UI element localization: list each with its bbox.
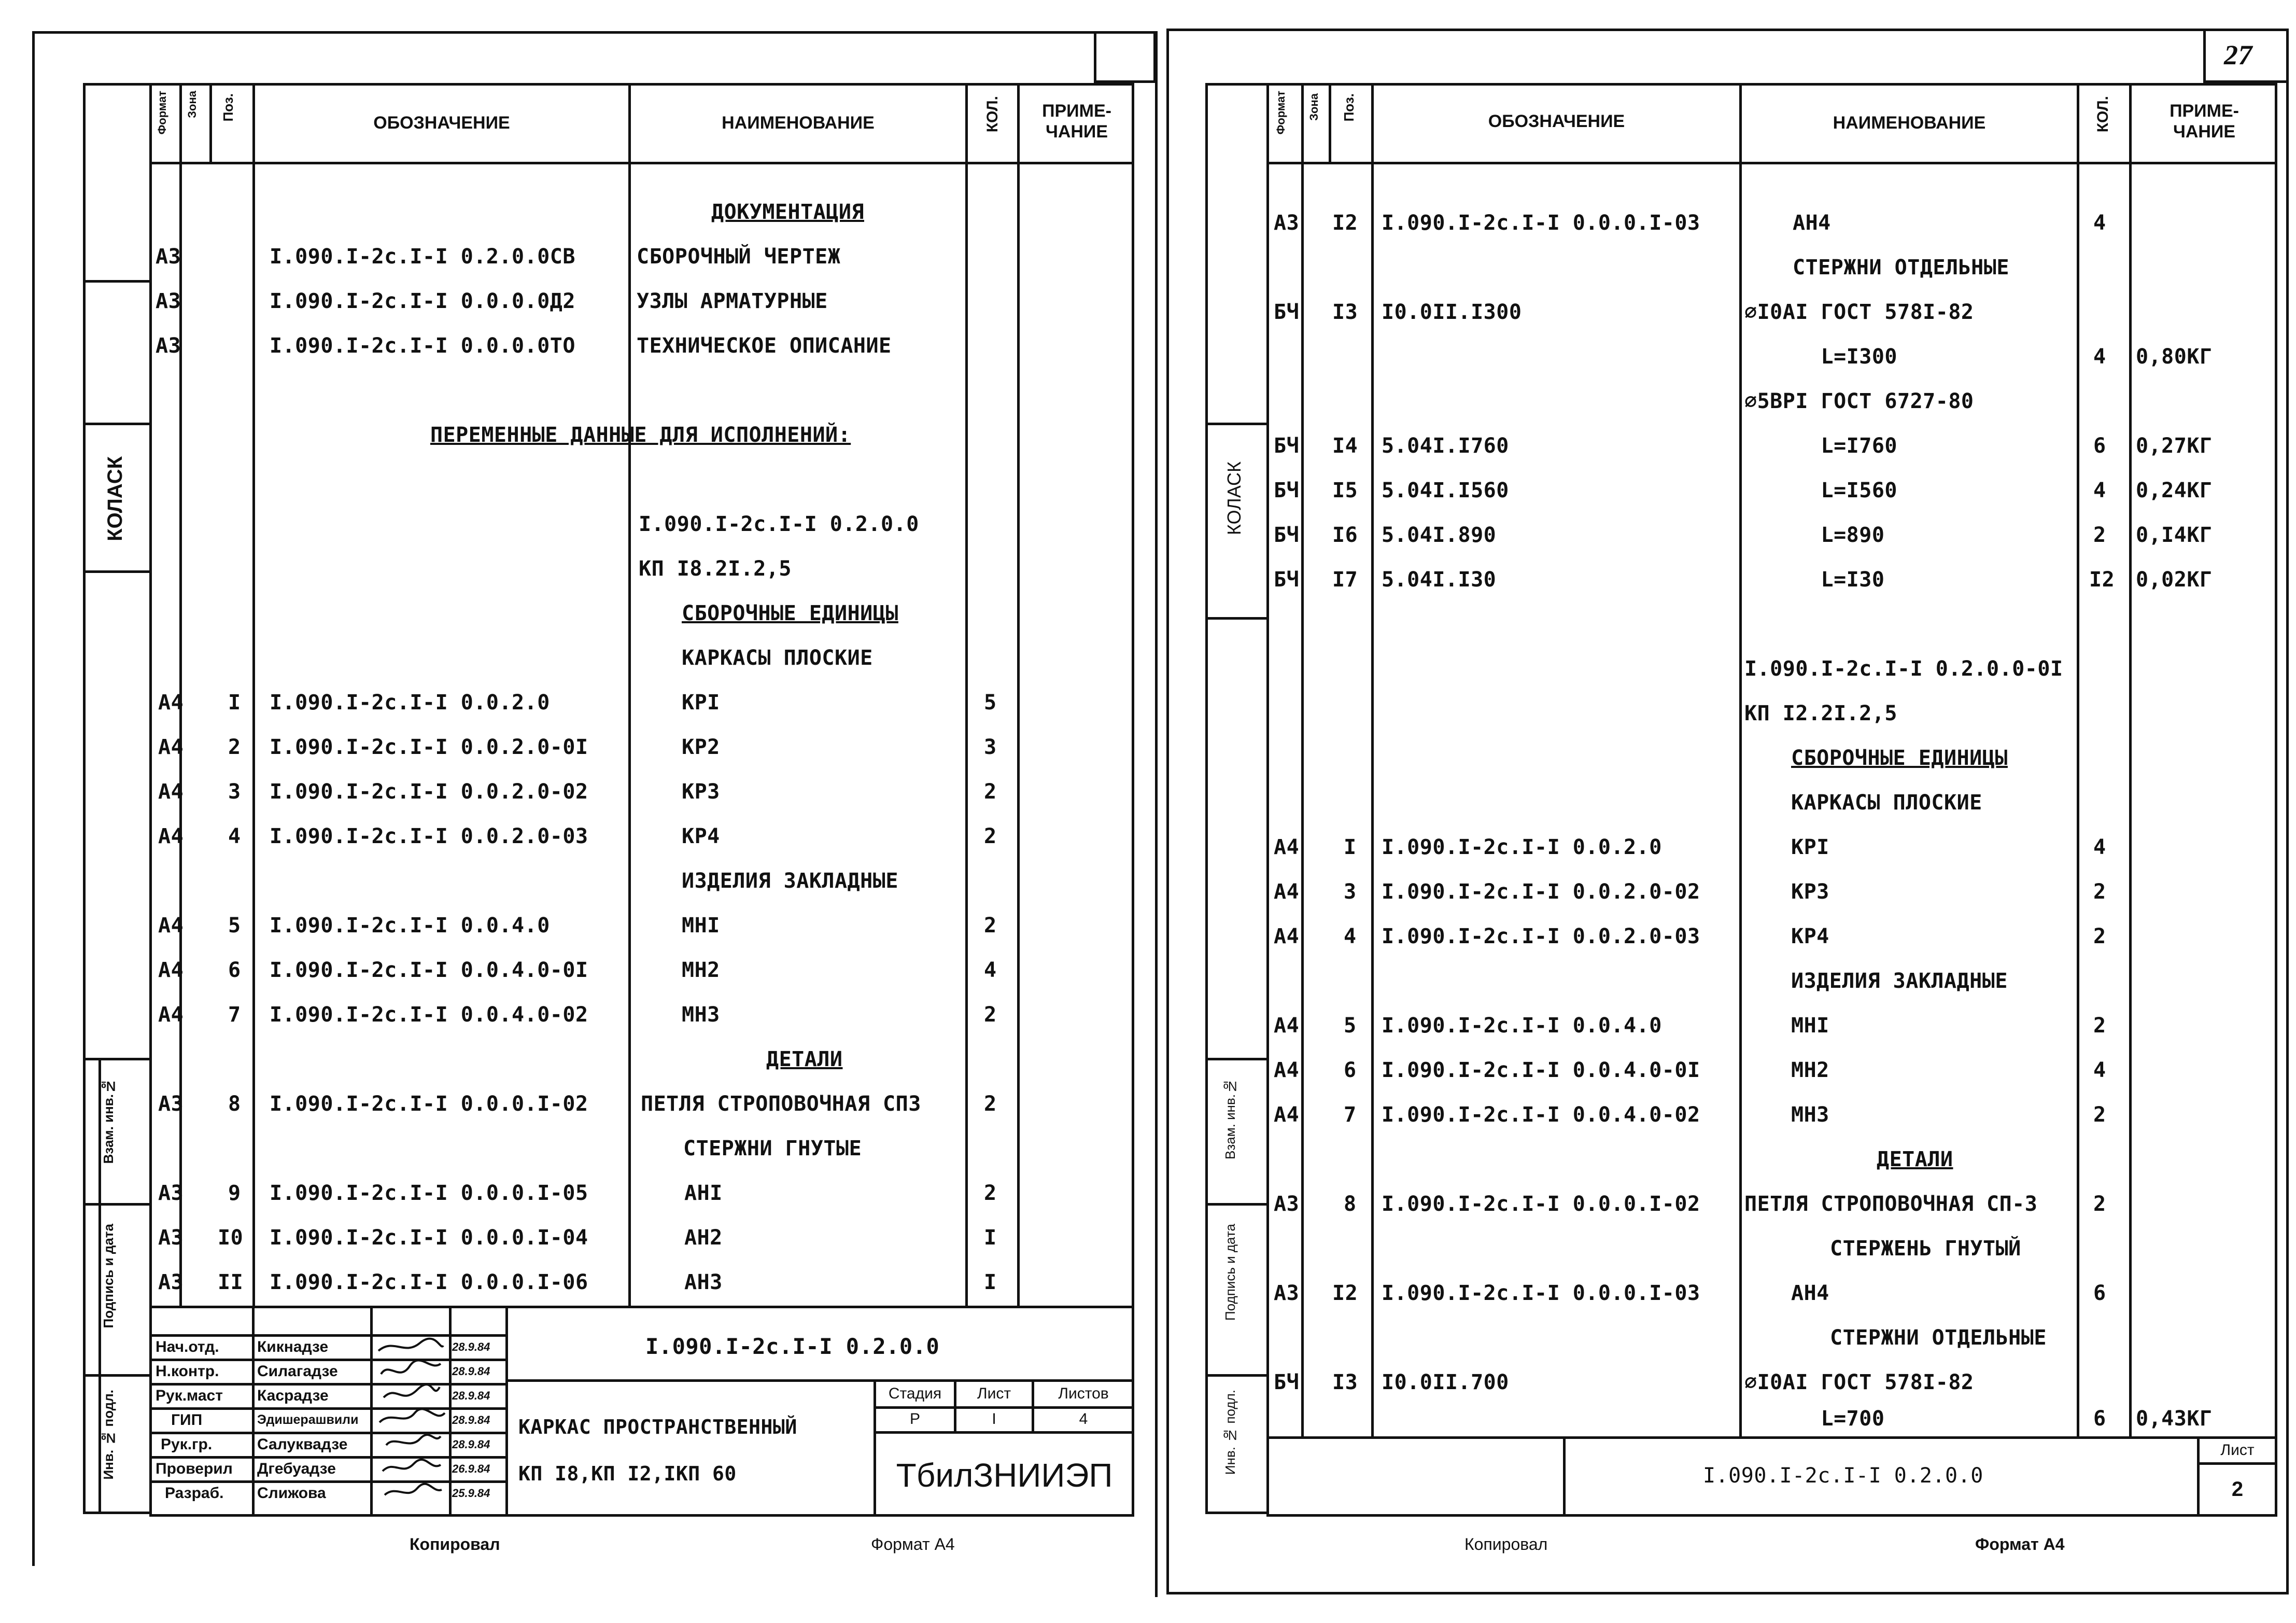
section-heading: СТЕРЖНИ ОТДЕЛЬНЫЕ xyxy=(1830,1326,2047,1350)
left-col-line-2 xyxy=(209,83,212,162)
cell-format: А4 xyxy=(1274,835,1300,859)
cell-pos: I7 xyxy=(1332,568,1358,592)
right-side-sign-date: Подпись и дата xyxy=(1222,1224,1238,1321)
cell-designation: I.090.I-2c.I-I 0.0.2.0 xyxy=(270,691,550,715)
cell-name: АНI xyxy=(684,1181,723,1205)
cell-format: А3 xyxy=(158,1181,184,1205)
cell-note: 0,43КГ xyxy=(2136,1407,2213,1431)
right-titleblock-top xyxy=(1266,1436,2277,1439)
tb-role: Разраб. xyxy=(165,1484,224,1502)
cell-name: АН4 xyxy=(1793,211,1831,235)
cell-name: ⌀I0АI ГОСТ 578I-82 xyxy=(1744,1370,1974,1394)
cell-format: А3 xyxy=(1274,211,1300,235)
cell-name: КР4 xyxy=(1791,925,1829,948)
right-hdr-zone: Зона xyxy=(1307,93,1320,121)
left-hdr-pos: Поз. xyxy=(220,93,236,122)
cell-qty: 4 xyxy=(2093,345,2106,369)
section-heading: ДЕТАЛИ xyxy=(766,1047,843,1071)
right-col-line-5 xyxy=(2077,83,2079,1436)
signature-scribble xyxy=(379,1409,445,1422)
tb-date: 25.9.84 xyxy=(452,1486,490,1500)
right-side-inv-orig: Инв. № подл. xyxy=(1222,1390,1238,1475)
left-margin-divider-3 xyxy=(83,570,150,573)
tb-role: Проверил xyxy=(156,1460,233,1477)
tb-stage-value: Р xyxy=(909,1410,920,1428)
left-hdr-name: НАИМЕНОВАНИЕ xyxy=(722,113,875,133)
left-col-line-3 xyxy=(252,83,255,1307)
signature-scribble xyxy=(378,1339,443,1351)
cell-format: А3 xyxy=(158,1092,184,1116)
cell-designation: I0.0II.I300 xyxy=(1382,300,1522,324)
cell-designation: I.090.I-2c.I-I 0.0.2.0-02 xyxy=(1382,880,1700,904)
cell-pos: I4 xyxy=(1332,434,1358,458)
cell-name: АН2 xyxy=(684,1226,723,1250)
cell-name: КР3 xyxy=(1791,880,1829,904)
cell-qty: 4 xyxy=(2093,479,2106,502)
left-margin-divider-1 xyxy=(83,280,150,283)
cell-qty: 2 xyxy=(2093,1103,2106,1127)
cell-format: А3 xyxy=(1274,1192,1300,1216)
variable-data-heading: ПЕРЕМЕННЫЕ ДАННЫЕ ДЛЯ ИСПОЛНЕНИЙ: xyxy=(430,423,851,447)
cell-format: БЧ xyxy=(1274,479,1300,502)
cell-designation: I.090.I-2c.I-I 0.0.0.I-03 xyxy=(1382,211,1700,235)
cell-name: КП I8.2I.2,5 xyxy=(639,557,792,581)
left-footer-format: Формат А4 xyxy=(871,1535,955,1554)
right-footer-copied: Копировал xyxy=(1464,1535,1548,1554)
cell-qty: 2 xyxy=(984,824,997,848)
tb-person: Касрадзе xyxy=(257,1387,329,1404)
cell-note: 0,I4КГ xyxy=(2136,523,2213,547)
tb-doc-code: I.090.I-2c.I-I 0.2.0.0 xyxy=(645,1333,940,1359)
cell-format: А3 xyxy=(156,245,181,269)
right-footer-format: Формат А4 xyxy=(1975,1535,2065,1554)
cell-pos: 7 xyxy=(228,1003,241,1027)
section-heading: СТЕРЖНИ ГНУТЫЕ xyxy=(683,1137,862,1160)
cell-format: А4 xyxy=(158,691,184,715)
cell-designation: I.090.I-2c.I-I 0.0.0.I-02 xyxy=(1382,1192,1700,1216)
left-outer-top xyxy=(32,31,1157,34)
cell-format: БЧ xyxy=(1274,568,1300,592)
cell-designation: I.090.I-2c.I-I 0.0.0.I-05 xyxy=(270,1181,588,1205)
right-col-line-6 xyxy=(2129,83,2132,1436)
cell-qty: 2 xyxy=(984,1181,997,1205)
tb-col-date xyxy=(505,1306,508,1517)
cell-qty: 4 xyxy=(984,958,997,982)
right-margin-label: КОЛАСК xyxy=(1223,461,1245,535)
cell-name: СБОРОЧНЫЙ ЧЕРТЕЖ xyxy=(637,245,841,269)
cell-name: L=700 xyxy=(1744,1407,1885,1431)
cell-designation: I.090.I-2c.I-I 0.0.2.0-03 xyxy=(270,824,588,848)
left-side-divider-2 xyxy=(83,1203,150,1206)
cell-format: А4 xyxy=(158,914,184,938)
right-hdr-designation: ОБОЗНАЧЕНИЕ xyxy=(1488,111,1625,131)
cell-name: ⌀5ВРI ГОСТ 6727-80 xyxy=(1744,389,1974,413)
cell-format: А3 xyxy=(156,334,181,358)
cell-format: А4 xyxy=(1274,1014,1300,1038)
cell-designation: I.090.I-2c.I-I 0.0.0.I-04 xyxy=(270,1226,588,1250)
section-heading: ИЗДЕЛИЯ ЗАКЛАДНЫЕ xyxy=(1791,969,2008,993)
right-margin-divider-1 xyxy=(1205,423,1267,425)
right-side-inv-replace: Взам. инв.№ xyxy=(1222,1079,1238,1159)
left-side-inv-orig: Инв. № подл. xyxy=(101,1390,116,1480)
right-hdr-note-2: ЧАНИЕ xyxy=(2173,122,2236,142)
cell-format: А4 xyxy=(158,780,184,804)
right-hdr-name: НАИМЕНОВАНИЕ xyxy=(1833,113,1986,133)
cell-qty: 2 xyxy=(2093,1192,2106,1216)
left-hdr-qty: КОЛ. xyxy=(984,96,1001,133)
signature-scribble xyxy=(385,1484,442,1495)
cell-designation: I.090.I-2c.I-I 0.0.0.I-03 xyxy=(1382,1281,1700,1305)
section-heading: ДЕТАЛИ xyxy=(1877,1148,1953,1171)
cell-format: БЧ xyxy=(1274,523,1300,547)
cell-pos: I0 xyxy=(218,1226,244,1250)
tb-role: Рук.гр. xyxy=(161,1435,213,1453)
section-heading: СБОРОЧНЫЕ ЕДИНИЦЫ xyxy=(1791,746,2008,770)
tb-sheet-value: I xyxy=(992,1410,996,1428)
cell-format: БЧ xyxy=(1274,434,1300,458)
cell-qty: 4 xyxy=(2093,211,2106,235)
cell-name: КР4 xyxy=(682,824,720,848)
right-col-line-4 xyxy=(1739,83,1742,1436)
cell-name: ТЕХНИЧЕСКОЕ ОПИСАНИЕ xyxy=(637,334,892,358)
left-col-line-6 xyxy=(1017,83,1020,1307)
tb-signatures xyxy=(373,1335,448,1506)
tb-role: Нач.отд. xyxy=(156,1338,219,1355)
cell-format: БЧ xyxy=(1274,300,1300,324)
cell-pos: 5 xyxy=(228,914,241,938)
cell-pos: I xyxy=(228,691,241,715)
cell-designation: I.090.I-2c.I-I 0.0.4.0-0I xyxy=(270,958,588,982)
cell-pos: I2 xyxy=(1332,211,1358,235)
section-heading: КАРКАСЫ ПЛОСКИЕ xyxy=(1791,791,1982,815)
cell-pos: 6 xyxy=(1344,1058,1357,1082)
tb-stage-row2 xyxy=(874,1431,1134,1434)
cell-format: А4 xyxy=(158,1003,184,1027)
cell-name: ПЕТЛЯ СТРОПОВОЧНАЯ СП3 xyxy=(641,1092,921,1116)
cell-name: ПЕТЛЯ СТРОПОВОЧНАЯ СП-3 xyxy=(1744,1192,2038,1216)
cell-designation: I.090.I-2c.I-I 0.0.4.0-02 xyxy=(1382,1103,1700,1127)
signature-scribble xyxy=(386,1435,441,1445)
tb-sheets-value: 4 xyxy=(1079,1410,1088,1428)
cell-qty: 2 xyxy=(984,914,997,938)
cell-format: А3 xyxy=(156,289,181,313)
tb-date: 28.9.84 xyxy=(452,1364,490,1378)
tb-col-sign xyxy=(449,1306,452,1517)
cell-format: А4 xyxy=(158,824,184,848)
cell-designation: I.090.I-2c.I-I 0.2.0.0СВ xyxy=(270,245,575,269)
right-hdr-pos: Поз. xyxy=(1341,93,1357,122)
cell-pos: 3 xyxy=(228,780,241,804)
tb-col-name xyxy=(370,1306,373,1517)
cell-name: МНI xyxy=(1791,1014,1829,1038)
right-hdr-qty: КОЛ. xyxy=(2094,96,2111,133)
tb-date: 26.9.84 xyxy=(452,1462,490,1475)
tb-title-line2: КП I8,КП I2,IКП 60 xyxy=(518,1462,737,1485)
cell-qty: 2 xyxy=(984,1003,997,1027)
cell-pos: 9 xyxy=(228,1181,241,1205)
right-hdr-note-1: ПРИМЕ- xyxy=(2170,101,2239,121)
cell-format: А4 xyxy=(1274,1103,1300,1127)
left-corner-box xyxy=(1094,31,1156,83)
cell-designation: 5.04I.I560 xyxy=(1382,479,1509,502)
cell-name: L=890 xyxy=(1744,523,1885,547)
cell-pos: 7 xyxy=(1344,1103,1357,1127)
tb-date: 28.9.84 xyxy=(452,1389,490,1402)
left-col-line-5 xyxy=(965,83,968,1307)
left-side-divider-1 xyxy=(83,1058,150,1060)
left-hdr-note-1: ПРИМЕ- xyxy=(1042,101,1111,121)
left-hdr-note-2: ЧАНИЕ xyxy=(1045,122,1108,142)
cell-pos: 4 xyxy=(1344,925,1357,948)
cell-pos: 6 xyxy=(228,958,241,982)
cell-name: КРI xyxy=(1791,835,1829,859)
cell-name: АН4 xyxy=(1791,1281,1829,1305)
right-tb-left-col xyxy=(1563,1436,1566,1517)
tb-date: 28.9.84 xyxy=(452,1413,490,1426)
right-margin-divider-2 xyxy=(1205,617,1267,620)
cell-name: L=I300 xyxy=(1744,345,1897,369)
cell-qty: 2 xyxy=(984,780,997,804)
tb-role: ГИП xyxy=(171,1411,203,1429)
tb-col-role xyxy=(252,1306,255,1517)
right-col-line-3 xyxy=(1371,83,1374,1436)
right-side-divider-2 xyxy=(1205,1203,1267,1206)
left-hdr-designation: ОБОЗНАЧЕНИЕ xyxy=(373,113,510,133)
tb-date: 28.9.84 xyxy=(452,1437,490,1451)
tb-title-line1: КАРКАС ПРОСТРАНСТВЕННЫЙ xyxy=(518,1416,797,1438)
left-hdr-format: Формат xyxy=(156,91,168,135)
cell-qty: 3 xyxy=(984,735,997,759)
right-tb-sheet-value: 2 xyxy=(2231,1478,2244,1501)
section-heading: КАРКАСЫ ПЛОСКИЕ xyxy=(682,646,873,670)
cell-pos: I6 xyxy=(1332,523,1358,547)
cell-qty: 4 xyxy=(2093,835,2106,859)
tb-role: Рук.маст xyxy=(156,1387,223,1404)
cell-designation: I.090.I-2c.I-I 0.0.4.0-02 xyxy=(270,1003,588,1027)
right-hdr-format: Формат xyxy=(1274,91,1287,135)
cell-qty: 2 xyxy=(2093,880,2106,904)
cell-designation: I.090.I-2c.I-I 0.0.0.I-02 xyxy=(270,1092,588,1116)
cell-pos: I5 xyxy=(1332,479,1358,502)
right-col-line-1 xyxy=(1301,83,1304,1436)
tb-person: Силагадзе xyxy=(257,1362,338,1380)
tb-role: Н.контр. xyxy=(156,1362,219,1380)
cell-name: КРI xyxy=(682,691,720,715)
cell-pos: II xyxy=(218,1270,244,1294)
cell-name: L=I760 xyxy=(1744,434,1897,458)
cell-pos: 8 xyxy=(228,1092,241,1116)
cell-name: I.090.I-2c.I-I 0.2.0.0-0I xyxy=(1744,657,2063,681)
tb-person: Слижова xyxy=(257,1484,326,1502)
left-side-divider-3 xyxy=(83,1374,150,1377)
cell-name: МН3 xyxy=(682,1003,720,1027)
cell-qty: 2 xyxy=(2093,925,2106,948)
cell-designation: I.090.I-2c.I-I 0.0.2.0 xyxy=(1382,835,1662,859)
left-col-line-4 xyxy=(628,83,631,1307)
cell-qty: 6 xyxy=(2093,1407,2106,1431)
cell-name: МН2 xyxy=(682,958,720,982)
cell-pos: I xyxy=(1344,835,1357,859)
section-heading: СТЕРЖНИ ОТДЕЛЬНЫЕ xyxy=(1793,256,2009,279)
cell-note: 0,24КГ xyxy=(2136,479,2213,502)
tb-date: 28.9.84 xyxy=(452,1340,490,1353)
tb-person: Эдишерашвили xyxy=(257,1412,359,1427)
cell-qty: I xyxy=(984,1270,997,1294)
cell-designation: I.090.I-2c.I-I 0.0.4.0 xyxy=(1382,1014,1662,1038)
cell-designation: I.090.I-2c.I-I 0.0.0.0ТО xyxy=(270,334,575,358)
left-margin-strip xyxy=(83,83,150,1514)
cell-format: БЧ xyxy=(1274,1370,1300,1394)
tb-sheet-label: Лист xyxy=(977,1385,1011,1402)
cell-note: 0,80КГ xyxy=(2136,345,2213,369)
cell-designation: I0.0II.700 xyxy=(1382,1370,1509,1394)
cell-name: L=I560 xyxy=(1744,479,1897,502)
cell-qty: I xyxy=(984,1226,997,1250)
cell-pos: 4 xyxy=(228,824,241,848)
cell-name: КР2 xyxy=(682,735,720,759)
cell-name: ⌀I0АI ГОСТ 578I-82 xyxy=(1744,300,1974,324)
cell-format: А3 xyxy=(158,1226,184,1250)
signature-scribble xyxy=(381,1361,441,1374)
left-margin-divider-2 xyxy=(83,423,150,425)
cell-name: МНI xyxy=(682,914,720,938)
cell-format: А4 xyxy=(1274,880,1300,904)
cell-name: L=I30 xyxy=(1744,568,1885,592)
section-heading: СБОРОЧНЫЕ ЕДИНИЦЫ xyxy=(682,601,898,625)
tb-organization: ТбилЗНИИЭП xyxy=(896,1457,1113,1494)
cell-format: А3 xyxy=(158,1270,184,1294)
cell-pos: 2 xyxy=(228,735,241,759)
cell-format: А4 xyxy=(1274,925,1300,948)
cell-format: А4 xyxy=(158,958,184,982)
cell-qty: 6 xyxy=(2093,1281,2106,1305)
page-number: 27 xyxy=(2224,39,2252,71)
right-side-divider-3 xyxy=(1205,1374,1267,1377)
right-tb-doc-code: I.090.I-2c.I-I 0.2.0.0 xyxy=(1703,1464,1983,1488)
tb-person: Кикнадзе xyxy=(257,1338,329,1355)
cell-qty: 5 xyxy=(984,691,997,715)
cell-note: 0,27КГ xyxy=(2136,434,2213,458)
cell-name: I.090.I-2c.I-I 0.2.0.0 xyxy=(639,512,919,536)
left-footer-copied: Копировал xyxy=(410,1535,500,1554)
cell-name: МН2 xyxy=(1791,1058,1829,1082)
cell-format: А3 xyxy=(1274,1281,1300,1305)
cell-pos: 8 xyxy=(1344,1192,1357,1216)
section-heading: СТЕРЖЕНЬ ГНУТЫЙ xyxy=(1830,1237,2021,1261)
tb-stage-label: Стадия xyxy=(888,1385,942,1402)
right-header-line xyxy=(1266,162,2277,164)
cell-qty: I2 xyxy=(2089,568,2115,592)
tb-person: Дгебуадзе xyxy=(257,1460,336,1477)
cell-pos: I3 xyxy=(1332,1370,1358,1394)
left-side-sign-date: Подпись и дата xyxy=(101,1224,116,1328)
cell-qty: 2 xyxy=(2093,523,2106,547)
tb-sheets-label: Листов xyxy=(1058,1385,1109,1402)
cell-designation: I.090.I-2c.I-I 0.0.4.0 xyxy=(270,914,550,938)
cell-qty: 6 xyxy=(2093,434,2106,458)
cell-designation: I.090.I-2c.I-I 0.0.2.0-0I xyxy=(270,735,588,759)
cell-note: 0,02КГ xyxy=(2136,568,2213,592)
cell-designation: I.090.I-2c.I-I 0.0.0.0Д2 xyxy=(270,289,575,313)
right-col-line-2 xyxy=(1329,83,1331,162)
cell-pos: 5 xyxy=(1344,1014,1357,1038)
signature-scribble xyxy=(383,1460,441,1471)
cell-designation: I.090.I-2c.I-I 0.0.2.0-03 xyxy=(1382,925,1700,948)
cell-designation: 5.04I.I760 xyxy=(1382,434,1509,458)
right-sheet xyxy=(1156,0,2296,1623)
left-header-line xyxy=(149,162,1134,164)
cell-format: А4 xyxy=(158,735,184,759)
cell-designation: 5.04I.890 xyxy=(1382,523,1497,547)
cell-designation: I.090.I-2c.I-I 0.0.0.I-06 xyxy=(270,1270,588,1294)
cell-pos: I3 xyxy=(1332,300,1358,324)
tb-person: Салуквадзе xyxy=(257,1435,348,1453)
cell-format: А4 xyxy=(1274,1058,1300,1082)
cell-designation: I.090.I-2c.I-I 0.0.4.0-0I xyxy=(1382,1058,1700,1082)
cell-qty: 2 xyxy=(2093,1014,2106,1038)
cell-name: УЗЛЫ АРМАТУРНЫЕ xyxy=(637,289,828,313)
left-titleblock-top xyxy=(149,1306,1134,1308)
cell-qty: 4 xyxy=(2093,1058,2106,1082)
cell-name: КР3 xyxy=(682,780,720,804)
cell-designation: I.090.I-2c.I-I 0.0.2.0-02 xyxy=(270,780,588,804)
section-heading: ДОКУМЕНТАЦИЯ xyxy=(711,200,864,224)
cell-pos: I2 xyxy=(1332,1281,1358,1305)
right-tb-sheet-label: Лист xyxy=(2220,1442,2255,1459)
cell-name: АН3 xyxy=(684,1270,723,1294)
cell-pos: 3 xyxy=(1344,880,1357,904)
left-hdr-zone: Зона xyxy=(186,91,199,118)
cell-name: МН3 xyxy=(1791,1103,1829,1127)
section-heading: ИЗДЕЛИЯ ЗАКЛАДНЫЕ xyxy=(682,869,898,893)
signature-scribble xyxy=(384,1384,440,1397)
cell-qty: 2 xyxy=(984,1092,997,1116)
right-side-divider-1 xyxy=(1205,1058,1267,1060)
cell-name: КП I2.2I.2,5 xyxy=(1744,702,1897,725)
left-side-inv-replace: Взам. инв.№ xyxy=(101,1079,116,1164)
left-outer-edge xyxy=(32,31,35,1566)
left-margin-label: КОЛАСК xyxy=(104,456,126,541)
cell-designation: 5.04I.I30 xyxy=(1382,568,1497,592)
